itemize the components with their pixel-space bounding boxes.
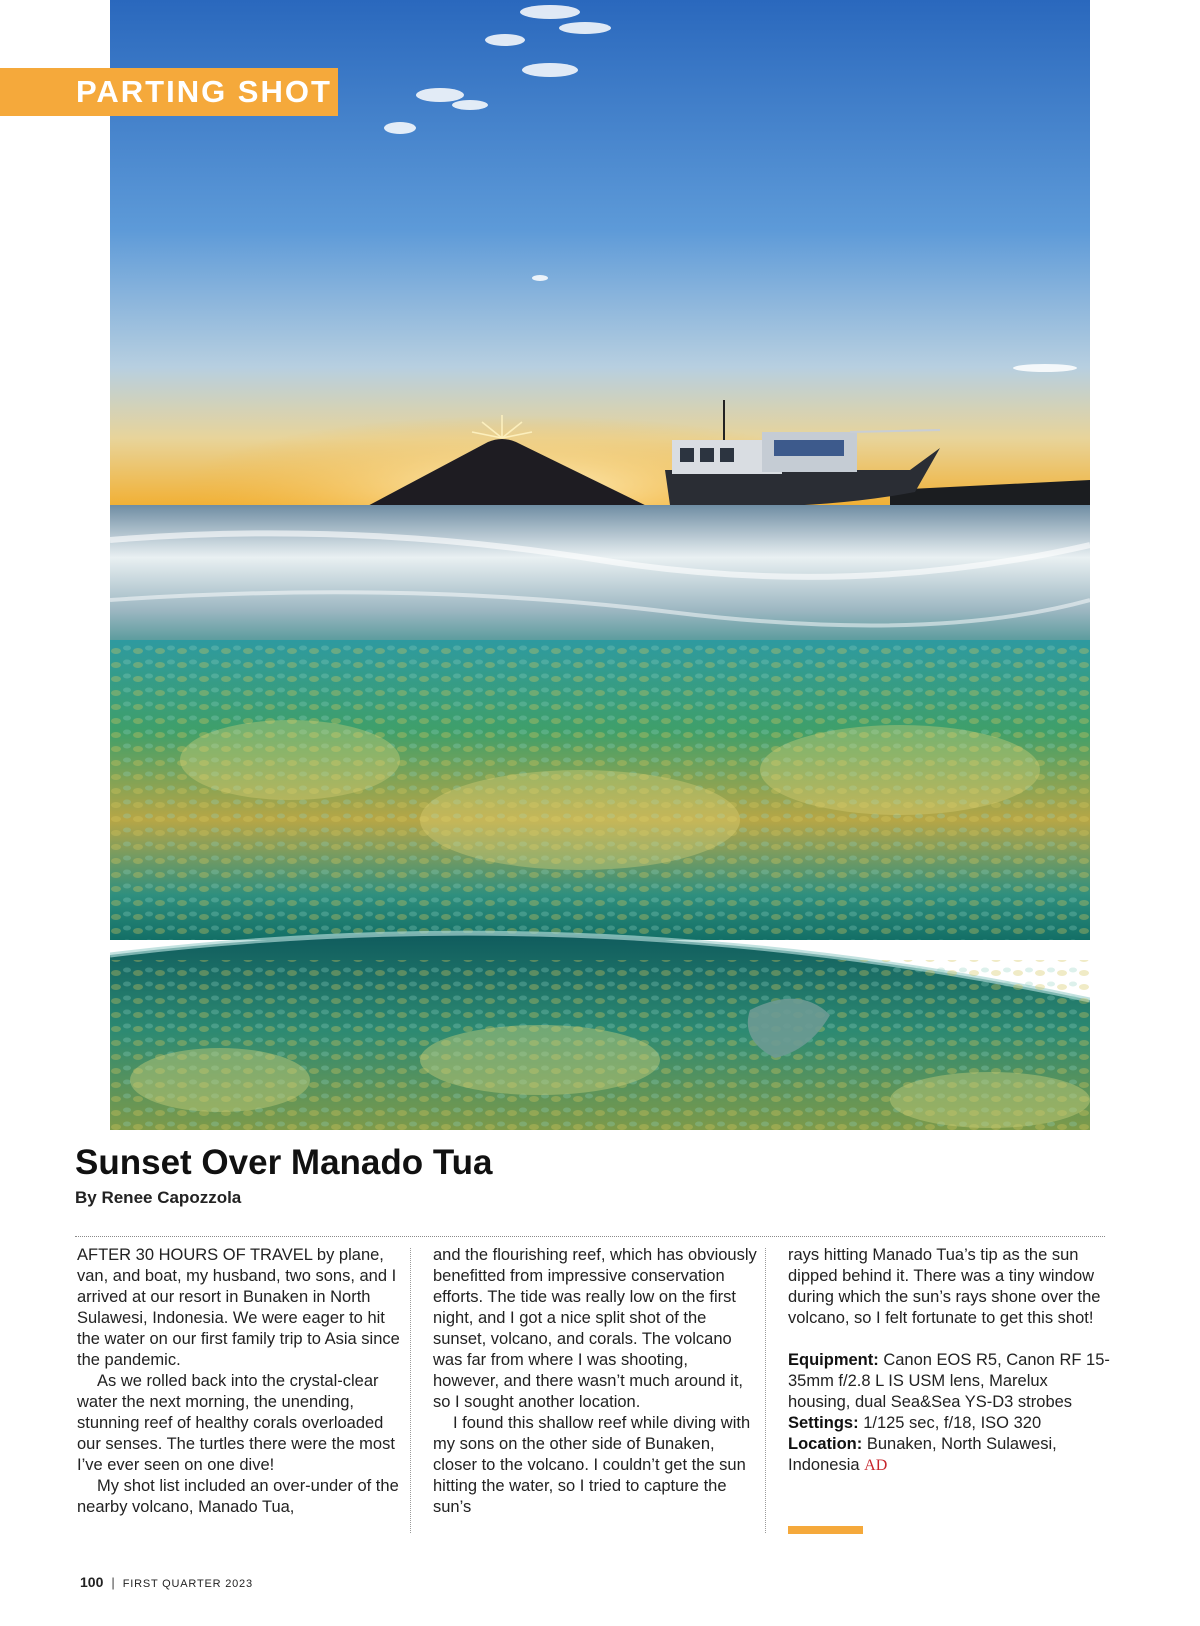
body-column-3 xyxy=(788,1245,1113,1476)
location-label: Location: xyxy=(788,1435,863,1453)
settings-label: Settings: xyxy=(788,1414,859,1432)
paragraph: My shot list included an over-under of the nearby volcano, Manado Tua, xyxy=(77,1477,399,1516)
page-footer xyxy=(80,1574,253,1590)
divider-rule xyxy=(75,1236,1105,1237)
issue-label: FIRST QUARTER 2023 xyxy=(122,1578,253,1590)
article-title: Sunset Over Manado Tua xyxy=(75,1143,493,1182)
photo-specs xyxy=(788,1350,1113,1476)
paragraph: AFTER 30 HOURS OF TRAVEL by plane, van, and boat, my husband, two sons, and I arrived at our resort in Bunaken in North Sulawesi, Indonesia. We were eager to hit the water on our first family trip to Asia since the pandemic. xyxy=(77,1246,400,1369)
page-number: 100 xyxy=(80,1574,104,1590)
accent-bar xyxy=(788,1526,863,1534)
cover-photo xyxy=(110,0,1090,1130)
section-tag: PARTING SHOT xyxy=(0,68,338,116)
paragraph: I found this shallow reef while diving with my sons on the other side of Bunaken, closer to the volcano. I couldn’t get the sun hitting the water, so I tried to capture the sun’s xyxy=(433,1414,751,1516)
paragraph: and the flourishing reef, which has obviously benefitted from impressive conservation efforts. The tide was really low on the first night, and I got a nice split shot of the sunset, volcano, and corals. The volcano was far from where I was shooting, however, and there wasn’t much around it, so I sought another location. xyxy=(433,1246,757,1411)
byline: By Renee Capozzola xyxy=(75,1188,242,1207)
paragraph: rays hitting Manado Tua’s tip as the sun dipped behind it. There was a tiny window during which the sun’s rays shone over the volcano, so I felt fortunate to get this shot! xyxy=(788,1246,1101,1327)
footer-separator: | xyxy=(111,1575,115,1590)
equipment-value: Canon EOS R5, Canon RF 15-35mm f/2.8 L IS USM lens, Marelux housing, dual Sea&Sea YS-D3 strobes xyxy=(788,1351,1110,1411)
body-column-2 xyxy=(433,1245,758,1518)
column-divider xyxy=(410,1248,411,1533)
equipment-label: Equipment: xyxy=(788,1351,879,1369)
body-column-1 xyxy=(77,1245,402,1518)
paragraph: As we rolled back into the crystal-clear water the next morning, the unending, stunning reef of healthy corals overloaded our senses. The turtles there were the most I’ve ever seen on one dive! xyxy=(77,1372,395,1474)
settings-value: 1/125 sec, f/18, ISO 320 xyxy=(863,1414,1042,1432)
end-mark: AD xyxy=(864,1457,888,1474)
column-divider xyxy=(765,1248,766,1533)
location-value: Bunaken, North Sulawesi, Indonesia xyxy=(788,1435,1057,1474)
